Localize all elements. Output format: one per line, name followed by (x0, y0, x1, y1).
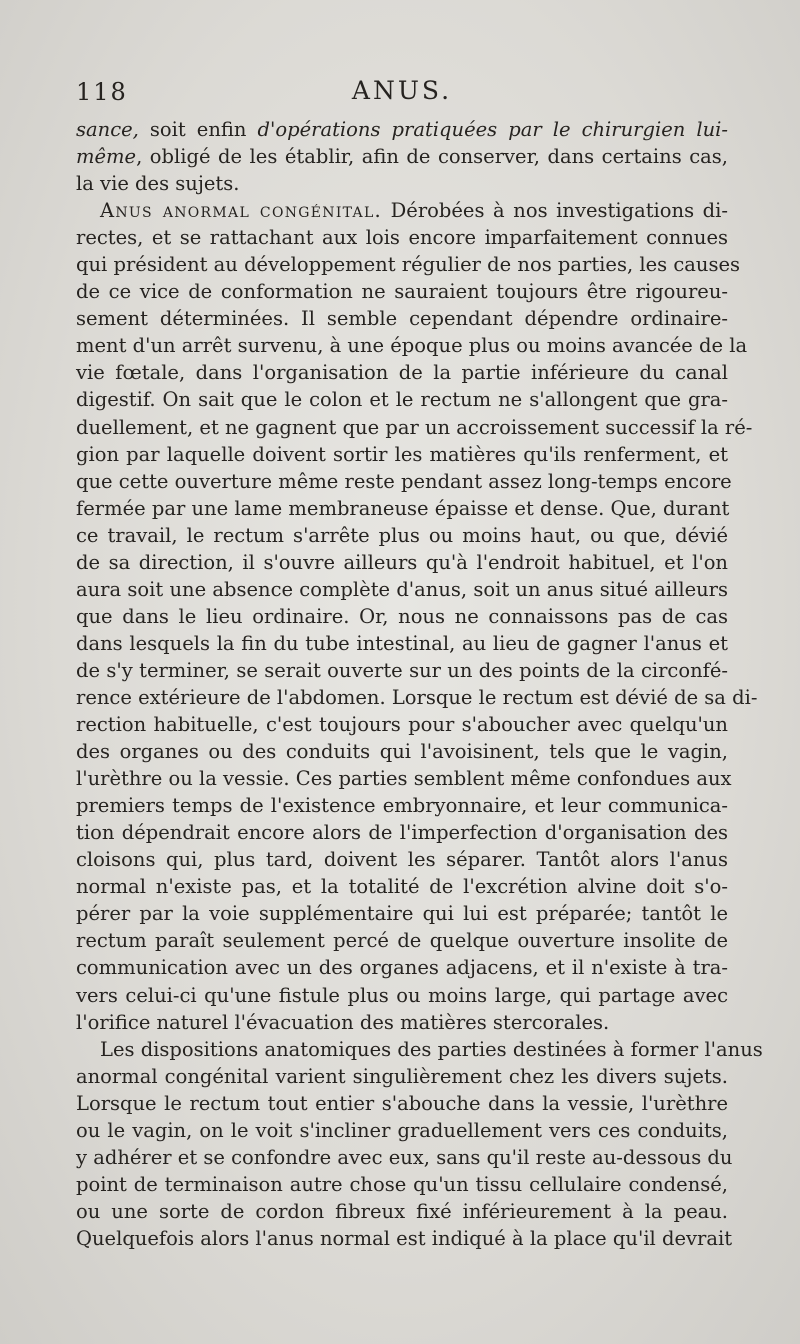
text-segment: gion par laquelle doivent sortir les matières qu'ils renferment, et (76, 442, 728, 466)
text-segment: duellement, et ne gagnent que par un accroissement successif la ré- (76, 415, 753, 439)
text-line (76, 143, 728, 170)
text-line (76, 495, 728, 522)
text-segment: des organes ou des conduits qui l'avoisinent, tels que le vagin, (76, 740, 728, 764)
text-line (76, 927, 728, 954)
text-segment: ce travail, le rectum s'arrête plus ou moins haut, ou que, dévié (76, 523, 728, 547)
text-segment: ou une sorte de cordon fibreux fixé inférieurement à la peau. (76, 1199, 728, 1223)
page-number: 118 (76, 78, 128, 106)
text-segment: rection habituelle, c'est toujours pour s'aboucher avec quelqu'un (76, 713, 728, 737)
text-segment: fermée par une lame membraneuse épaisse et dense. Que, durant (76, 496, 730, 520)
text-segment: qui président au développement régulier de nos parties, les causes (76, 253, 740, 277)
text-line (76, 1225, 733, 1252)
text-segment: que dans le lieu ordinaire. Or, nous ne connaissons pas de cas (76, 604, 728, 628)
text-segment: Lorsque le rectum tout entier s'abouche dans la vessie, l'urèthre (76, 1091, 728, 1115)
text-line (76, 657, 728, 684)
text-segment: aura soit une absence complète d'anus, soit un anus situé ailleurs (76, 577, 728, 601)
text-line (76, 1009, 728, 1036)
text-line (76, 738, 728, 765)
text-line (76, 630, 728, 657)
text-line (76, 332, 748, 359)
text-segment: point de terminaison autre chose qu'un tissu cellulaire condensé, (76, 1172, 728, 1196)
text-segment: la vie des sujets. (76, 172, 240, 196)
text-line (76, 170, 728, 197)
text-segment: cloisons qui, plus tard, doivent les séparer. Tantôt alors l'anus (76, 848, 728, 872)
text-segment: , obligé de les établir, afin de conserver, dans certains cas, (136, 145, 728, 169)
text-line (76, 954, 728, 981)
text-segment: digestif. On sait que le colon et le rectum ne s'allongent que gra- (76, 388, 728, 412)
text-line (76, 386, 728, 413)
text-line (76, 305, 728, 332)
text-line (76, 603, 728, 630)
text-segment: rectes, et se rattachant aux lois encore imparfaitement connues (76, 226, 728, 250)
text-segment: de ce vice de conformation ne sauraient toujours être rigoureu- (76, 280, 728, 304)
text-line (76, 468, 732, 495)
text-segment: de s'y terminer, se serait ouverte sur un des points de la circonfé- (76, 658, 728, 682)
text-line (76, 792, 728, 819)
text-segment: sement déterminées. Il semble cependant dépendre ordinaire- (76, 307, 728, 331)
text-segment: ou le vagin, on le voit s'incliner graduellement vers ces conduits, (76, 1118, 728, 1142)
text-line (76, 846, 728, 873)
text-line (76, 359, 728, 386)
text-segment: y adhérer et se confondre avec eux, sans qu'il reste au-dessous du (76, 1145, 733, 1169)
page-header (76, 74, 728, 108)
text-line (76, 576, 728, 603)
italic-text: même (76, 145, 137, 169)
text-segment: soit enfin (149, 118, 258, 141)
text-segment: premiers temps de l'existence embryonnaire, et leur communica- (76, 794, 728, 818)
text-line (76, 1171, 728, 1198)
text-line (76, 116, 728, 143)
text-line (76, 684, 758, 711)
text-line (76, 873, 728, 900)
section-heading: Anus anormal congénital. (100, 199, 383, 223)
italic-text: d'opérations pratiquées par le chirurgien lui- (257, 118, 728, 141)
text-segment: communication avec un des organes adjacens, et il n'existe à tra- (76, 956, 728, 980)
body-text (76, 116, 763, 1252)
text-line (76, 765, 732, 792)
text-line (76, 414, 753, 441)
text-segment: ment d'un arrêt survenu, à une époque plus ou moins avancée de la (76, 334, 748, 358)
text-segment: anormal congénital varient singulièrement chez les divers sujets. (76, 1064, 728, 1088)
text-line (76, 224, 728, 251)
text-segment: tion dépendrait encore alors de l'imperfection d'organisation des (76, 821, 728, 845)
text-line (76, 1144, 733, 1171)
text-line (76, 1090, 728, 1117)
text-line (76, 711, 728, 738)
text-segment: l'urèthre ou la vessie. Ces parties semblent même confondues aux (76, 767, 732, 791)
text-line (76, 549, 728, 576)
text-line (76, 441, 728, 468)
text-line (76, 982, 728, 1009)
text-line (76, 522, 728, 549)
text-segment: l'orifice naturel l'évacuation des matières stercorales. (76, 1010, 610, 1034)
text-segment: vie fœtale, dans l'organisation de la partie inférieure du canal (76, 361, 728, 385)
text-line (76, 197, 728, 224)
italic-text: sance, (76, 118, 150, 141)
text-segment: Les dispositions anatomiques des parties destinées à former l'anus (100, 1037, 763, 1061)
text-segment: Dérobées à nos investigations di- (382, 199, 728, 223)
text-segment: pérer par la voie supplémentaire qui lui est préparée; tantôt le (76, 902, 728, 926)
text-segment: rence extérieure de l'abdomen. Lorsque le rectum est dévié de sa di- (76, 685, 758, 709)
text-line (76, 1063, 728, 1090)
text-line (76, 1198, 728, 1225)
text-segment: dans lesquels la fin du tube intestinal, au lieu de gagner l'anus et (76, 631, 728, 655)
text-line (76, 251, 740, 278)
text-segment: que cette ouverture même reste pendant assez long-temps encore (76, 469, 732, 493)
running-title: ANUS. (351, 76, 453, 105)
text-segment: rectum paraît seulement percé de quelque ouverture insolite de (76, 929, 728, 953)
text-segment: de sa direction, il s'ouvre ailleurs qu'à l'endroit habituel, et l'on (76, 550, 728, 574)
text-line (76, 819, 728, 846)
text-segment: normal n'existe pas, et la totalité de l'excrétion alvine doit s'o- (76, 875, 728, 899)
text-segment: vers celui-ci qu'une fistule plus ou moins large, qui partage avec (76, 983, 728, 1007)
text-segment: Quelquefois alors l'anus normal est indiqué à la place qu'il devrait (76, 1226, 733, 1250)
text-line (76, 1117, 728, 1144)
text-line (76, 278, 728, 305)
text-line (76, 1036, 763, 1063)
text-line (76, 900, 728, 927)
